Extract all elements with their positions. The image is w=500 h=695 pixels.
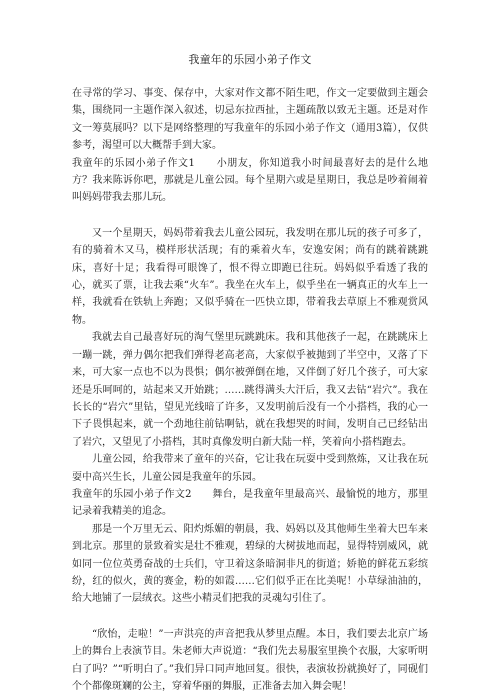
paragraph-intro: 在寻常的学习、事变、保存中，大家对作文都不陌生吧，作文一定要做到主题会集，围绕同一主题作深入叙述，切忌东拉西扯，主题疏散以致无主题。还是对作文一筹莫展吗？以下是网络整理的写我童年的乐园小弟子作文（通用3篇），仅供参考，渴望可以大概帮手到大家。 bbox=[72, 88, 428, 152]
document-title: 我童年的乐园小弟子作文 bbox=[188, 53, 312, 66]
paragraph-essay2-start: 我童年的乐园小弟子作文2 舞台，是我童年里最高兴、最愉悦的地方，那里记录着我精美的追念。 bbox=[72, 488, 428, 518]
paragraph-essay1-p2: 又一个星期天，妈妈带着我去儿童公园玩，我发明在那儿玩的孩子可多了，有的骑着木又马，模样形状活现；有的乘着火车，安逸安闲；尚有的跳着跳跳床，喜好十足；我看得可眼馋了，恨不得立即跑已往玩。妈妈似乎看透了我的心，就买了票，让我去乘“火车”。我坐在火车上，似乎坐在一辆真正的火车上一样，我就看在铁轨上奔跑；又似乎骑在一匹快立即，带着我去草原上不雅观赏风物。 bbox=[72, 227, 428, 326]
document-page bbox=[72, 0, 428, 692]
paragraph-essay1-p4: 儿童公园，给我带来了童年的兴奋，它让我在玩耍中受到熬炼，又让我在玩耍中高兴生长，儿童公园是我童年的乐园。 bbox=[72, 454, 428, 483]
paragraph-essay1-start: 我童年的乐园小弟子作文1 小朋友，你知道我小时间最喜好去的是什么地方？我来陈诉你吧，那就是儿童公园。每个星期六或是星期日，我总是吵着闹着叫妈妈带我去那儿玩。 bbox=[72, 157, 428, 204]
document-body bbox=[72, 85, 428, 695]
paragraph-essay2-p2: 那是一个万里无云、阳灼烁媚的朝晨，我、妈妈以及其他师生坐着大巴车来到北京。那里的景致着实是壮不雅观，碧绿的大树拔地而起，显得特别威风，就如同一位位英勇奋战的士兵们，守卫着这条暗洞非凡的街道；娇艳的鲜花五彩缤纷，红的似火，黄的赛金，粉的如霞……它们似乎正在比美呢！小草绿油油的，给大地铺了一层绒衣。这些小精灵们把我的灵魂勾引住了。 bbox=[72, 523, 428, 605]
paragraph-essay1-p3: 我就去自己最喜好玩的淘气堡里玩跳跳床。我和其他孩子一起，在跳跳床上一蹦一跳，弹力偶尔把我们弹得老高老高，大家似乎被抛到了半空中，又落了下来，可大家一点也不以为畏惧；偶尔被弹倒在地，又伴倒了好几个孩子，可大家还是乐呵呵的，站起来又开始跳；……跳得满头大汗后，我又去钻“岩穴”。我在长长的“岩穴”里钻，望见光线暗了许多，又发明前后没有一个小搭档，我的心一下子畏惧起来，就一个劲地往前钻啊钻，就在我想哭的时间，发明自己已经钻出了岩穴，又望见了小搭档，其时真像发明白新大陆一样，笑着向小搭档跑去。 bbox=[72, 332, 428, 448]
paragraph-essay2-p3: “欣怡，走啦！”一声洪亮的声音把我从梦里点醒。本日，我们要去北京广场上的舞台上表演节目。朱老师大声说道：“我们先去易服室里换个衣服，大家听明白了吗？”“听明白了。”我们异口同声地回复。很快，表演妆扮就换好了，同砚们个个都像斑斓的公主，穿着华丽的舞服，正准备去加入舞会呢！ bbox=[72, 628, 428, 692]
